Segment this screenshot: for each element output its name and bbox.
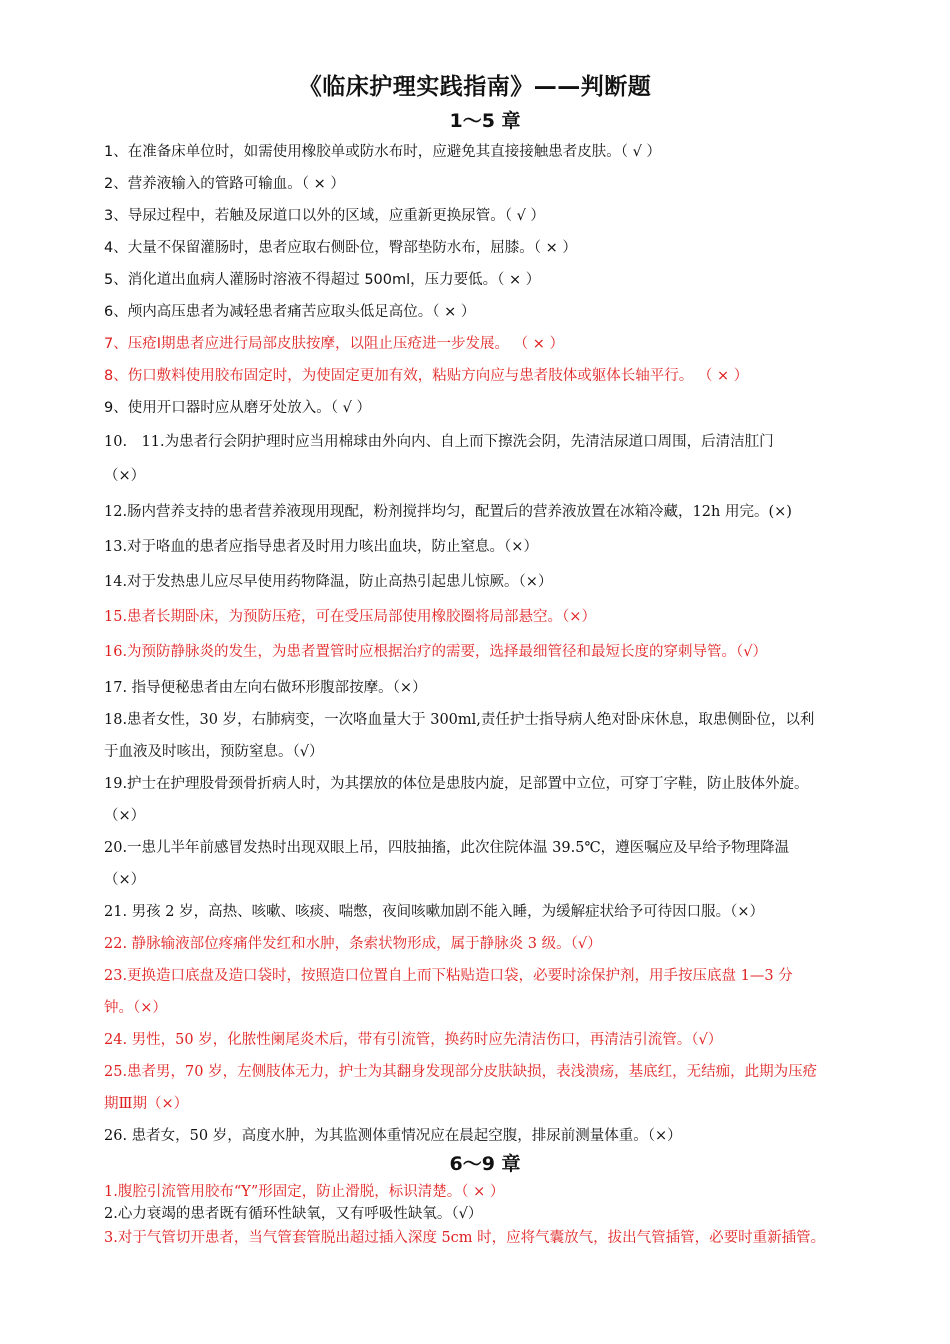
question-10-11-answer: （×） [104,468,146,484]
question-23-cont: 钟。（×） [104,1000,167,1016]
question-6: 6、颅内高压患者为减轻患者痛苦应取头低足高位。（ × ） [104,304,476,320]
question-23: 23.更换造口底盘及造口袋时，按照造口位置自上而下粘贴造口袋，必要时涂保护剂，用手按压底盘 1—3 分 [104,968,793,984]
question-12: 12.肠内营养支持的患者营养液现用现配，粉剂搅拌均匀，配置后的营养液放置在冰箱冷藏，12h 用完。(×) [104,504,792,520]
question-26: 26. 患者女，50 岁，高度水肿，为其监测体重情况应在晨起空腹，排尿前测量体重。（×） [104,1128,682,1144]
question-10-11: 10. 11.为患者行会阴护理时应当用棉球由外向内、自上而下擦洗会阴，先清洁尿道口周围，后清洁肛门 [104,434,774,450]
question-ch6-1: 1.腹腔引流管用胶布“Y”形固定，防止滑脱，标识清楚。（ × ） [104,1184,505,1200]
chapter-heading-1-5: 1～5 章 [449,110,521,132]
question-5: 5、消化道出血病人灌肠时溶液不得超过 500ml，压力要低。（ × ） [104,272,541,288]
question-22: 22. 静脉输液部位疼痛伴发红和水肿，条索状物形成，属于静脉炎 3 级。（√） [104,936,602,952]
question-19: 19.护士在护理股骨颈骨折病人时，为其摆放的体位是患肢内旋，足部置中立位，可穿丁字鞋，防止肢体外旋。 [104,776,809,792]
question-14: 14.对于发热患儿应尽早使用药物降温，防止高热引起患儿惊厥。（×） [104,574,553,590]
question-21: 21. 男孩 2 岁，高热、咳嗽、咳痰、喘憋，夜间咳嗽加剧不能入睡，为缓解症状给予可待因口服。（×） [104,904,765,920]
question-20: 20.一患儿半年前感冒发热时出现双眼上吊，四肢抽搐，此次住院体温 39.5℃，遵医嘱应及早给予物理降温 [104,840,790,856]
chapter-heading-6-9: 6～9 章 [449,1153,521,1175]
question-2: 2、营养液输入的管路可输血。（ × ） [104,176,345,192]
question-ch6-3: 3.对于气管切开患者，当气管套管脱出超过插入深度 5cm 时，应将气囊放气，拔出气管插管，必要时重新插管。 [104,1230,826,1246]
question-3: 3、导尿过程中，若触及尿道口以外的区域，应重新更换尿管。（ √ ） [104,208,545,224]
question-24: 24. 男性，50 岁，化脓性阑尾炎术后，带有引流管，换药时应先清洁伤口，再清洁引流管。（√） [104,1032,723,1048]
question-15: 15.患者长期卧床，为预防压疮，可在受压局部使用橡胶圈将局部悬空。（×） [104,609,596,625]
question-20-answer: （×） [104,872,146,888]
question-17: 17. 指导便秘患者由左向右做环形腹部按摩。（×） [104,680,427,696]
question-8: 8、伤口敷料使用胶布固定时，为使固定更加有效，粘贴方向应与患者肢体或躯体长轴平行。 （ × ） [104,368,749,384]
question-25: 25.患者男，70 岁，左侧肢体无力，护士为其翻身发现部分皮肤缺损，表浅溃疡，基底红，无结痂，此期为压疮 [104,1064,818,1080]
question-16: 16.为预防静脉炎的发生，为患者置管时应根据治疗的需要，选择最细管径和最短长度的穿刺导管。（√） [104,644,768,660]
question-9: 9、使用开口器时应从磨牙处放入。（ √ ） [104,400,371,416]
question-4: 4、大量不保留灌肠时，患者应取右侧卧位，臀部垫防水布，屈膝。（ × ） [104,240,577,256]
question-7: 7、压疮Ⅰ期患者应进行局部皮肤按摩，以阻止压疮进一步发展。 （ × ） [104,336,564,352]
question-25-cont: 期Ⅲ期（×） [104,1096,189,1112]
question-1: 1、在准备床单位时，如需使用橡胶单或防水布时，应避免其直接接触患者皮肤。（ √ ） [104,144,661,160]
question-18-cont: 于血液及时咳出，预防窒息。（√） [104,744,324,760]
question-13: 13.对于咯血的患者应指导患者及时用力咳出血块，防止窒息。（×） [104,539,538,555]
question-18: 18.患者女性，30 岁，右肺病变，一次咯血量大于 300ml,责任护士指导病人绝对卧床休息，取患侧卧位，以利 [104,712,815,728]
question-19-answer: （×） [104,808,146,824]
document-title: 《临床护理实践指南》——判断题 [298,74,652,100]
question-ch6-2: 2.心力衰竭的患者既有循环性缺氧，又有呼吸性缺氧。（√） [104,1206,483,1222]
